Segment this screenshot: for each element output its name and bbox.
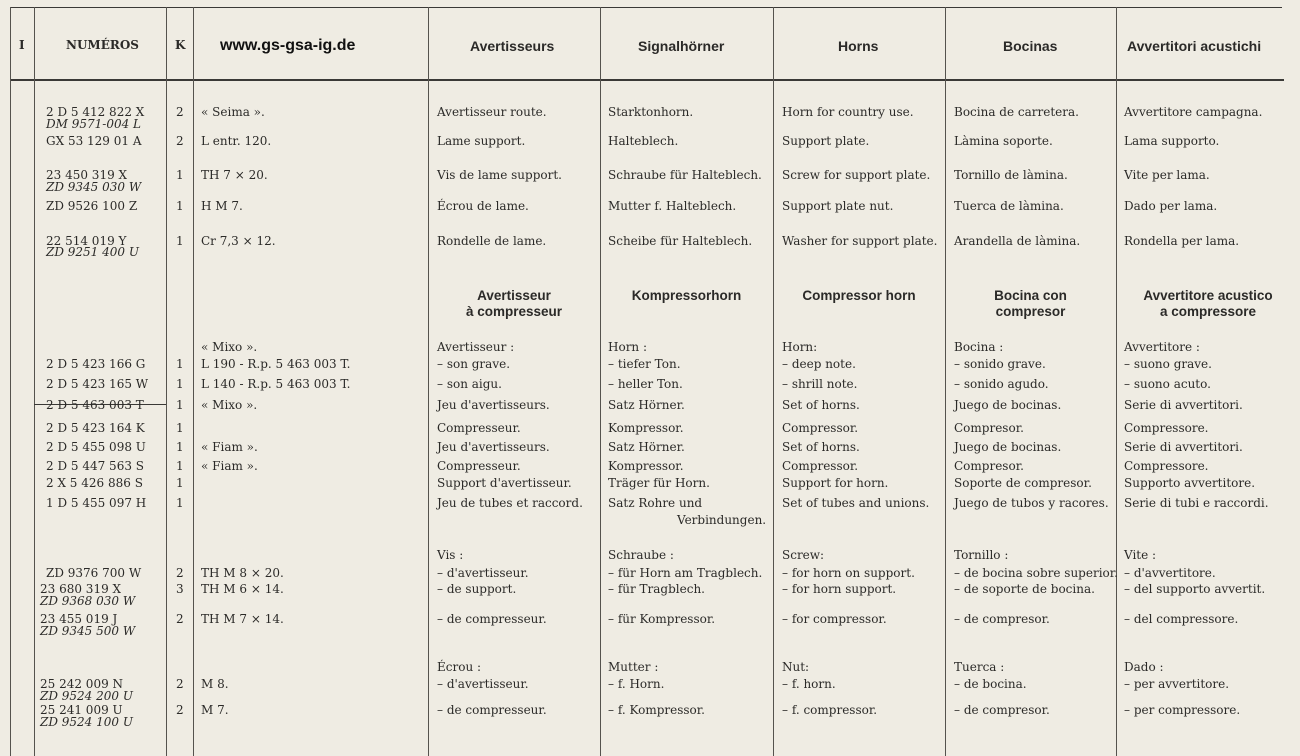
designation-german: Satz Rohre und xyxy=(608,496,703,510)
specification: « Fiam ». xyxy=(201,459,258,473)
designation-spanish: Juego de bocinas. xyxy=(954,440,1062,454)
designation-french: Vis : xyxy=(437,548,464,562)
column-divider xyxy=(428,7,429,756)
part-number: 1 D 5 455 097 H xyxy=(46,496,147,510)
designation-english: – for horn on support. xyxy=(782,566,915,580)
subheading-line: Avertisseur xyxy=(477,288,551,303)
quantity: 1 xyxy=(176,199,184,213)
quantity: 2 xyxy=(176,105,184,119)
designation-italian: – del compressore. xyxy=(1124,612,1239,626)
designation-german: – tiefer Ton. xyxy=(608,357,681,371)
subheading-line: a compressore xyxy=(1159,304,1257,319)
alternate-part-number: DM 9571-004 L xyxy=(46,117,142,131)
specification: TH M 8 × 20. xyxy=(201,566,284,580)
alternate-part-number: ZD 9251 400 U xyxy=(46,245,139,259)
designation-spanish: Soporte de compresor. xyxy=(954,476,1092,490)
specification: « Seima ». xyxy=(201,105,265,119)
designation-italian: – suono acuto. xyxy=(1124,377,1211,391)
designation-spanish: Tuerca : xyxy=(954,660,1005,674)
designation-italian: Vite per lama. xyxy=(1124,168,1210,182)
part-number: 2 D 5 412 822 X xyxy=(46,105,145,119)
designation-german: Träger für Horn. xyxy=(608,476,710,490)
designation-italian: Compressore. xyxy=(1124,421,1209,435)
designation-english: Nut: xyxy=(782,660,810,674)
designation-french: Jeu d'avertisseurs. xyxy=(437,440,550,454)
designation-french: Écrou : xyxy=(437,660,482,674)
column-divider xyxy=(600,7,601,756)
header-english: Horns xyxy=(838,38,879,54)
designation-spanish: Juego de tubos y racores. xyxy=(954,496,1109,510)
part-number: 2 D 5 463 003 T xyxy=(46,398,144,412)
designation-english: – f. compressor. xyxy=(782,703,878,717)
column-divider xyxy=(945,7,946,756)
quantity: 1 xyxy=(176,421,184,435)
part-number: 22 514 019 Y xyxy=(46,234,127,248)
subheading-french xyxy=(428,288,600,320)
designation-spanish: – sonido grave. xyxy=(954,357,1046,371)
designation-french: Jeu d'avertisseurs. xyxy=(437,398,550,412)
designation-french: Avertisseur route. xyxy=(437,105,547,119)
part-number: 2 D 5 455 098 U xyxy=(46,440,146,454)
designation-german: Halteblech. xyxy=(608,134,679,148)
subheading-italian xyxy=(1116,288,1300,320)
subheading-line: compresor xyxy=(995,304,1066,319)
part-number: 25 242 009 N xyxy=(40,677,124,691)
alternate-part-number: ZD 9524 200 U xyxy=(40,689,133,703)
subheading-spanish xyxy=(945,288,1116,320)
designation-french: Compresseur. xyxy=(437,421,521,435)
designation-spanish: – de compresor. xyxy=(954,612,1050,626)
part-number: 23 680 319 X xyxy=(40,582,122,596)
designation-italian: Dado : xyxy=(1124,660,1164,674)
specification: Cr 7,3 × 12. xyxy=(201,234,276,248)
part-number: 25 241 009 U xyxy=(40,703,123,717)
column-divider xyxy=(773,7,774,756)
top-border xyxy=(10,7,1282,8)
designation-spanish: – de bocina. xyxy=(954,677,1027,691)
designation-english: Horn: xyxy=(782,340,818,354)
designation-spanish: Tornillo : xyxy=(954,548,1009,562)
designation-english: – deep note. xyxy=(782,357,856,371)
designation-italian: – per compressore. xyxy=(1124,703,1241,717)
header-german: Signalhörner xyxy=(638,38,725,54)
designation-spanish: Compresor. xyxy=(954,459,1024,473)
part-number: 2 D 5 423 165 W xyxy=(46,377,149,391)
designation-french: – de support. xyxy=(437,582,517,596)
designation-spanish: Tornillo de làmina. xyxy=(954,168,1068,182)
part-number: 2 D 5 423 164 K xyxy=(46,421,145,435)
designation-german: – für Horn am Tragblech. xyxy=(608,566,763,580)
quantity: 1 xyxy=(176,496,184,510)
specification: M 8. xyxy=(201,677,229,691)
designation-french: – d'avertisseur. xyxy=(437,566,529,580)
header-italian: Avvertitori acustichi xyxy=(1127,38,1262,54)
designation-english: Screw for support plate. xyxy=(782,168,931,182)
designation-german: – für Tragblech. xyxy=(608,582,705,596)
specification: H M 7. xyxy=(201,199,243,213)
designation-english: Set of horns. xyxy=(782,398,860,412)
part-number: 23 455 019 J xyxy=(40,612,118,626)
designation-spanish: Juego de bocinas. xyxy=(954,398,1062,412)
designation-french: Écrou de lame. xyxy=(437,199,529,213)
designation-french: Compresseur. xyxy=(437,459,521,473)
designation-german: Satz Hörner. xyxy=(608,440,685,454)
designation-italian: Serie di avvertitori. xyxy=(1124,398,1243,412)
designation-italian: Supporto avvertitore. xyxy=(1124,476,1256,490)
subheading-line: Avvertitore acustico xyxy=(1143,288,1273,303)
website-label: www.gs-gsa-ig.de xyxy=(220,37,356,54)
designation-german: Mutter f. Halteblech. xyxy=(608,199,737,213)
designation-spanish: Compresor. xyxy=(954,421,1024,435)
subheading-english xyxy=(773,288,945,304)
designation-english: Set of tubes and unions. xyxy=(782,496,930,510)
specification: « Mixo ». xyxy=(201,398,258,412)
designation-english: – shrill note. xyxy=(782,377,858,391)
column-divider xyxy=(166,7,167,756)
designation-french: – son aigu. xyxy=(437,377,502,391)
specification: « Mixo ». xyxy=(201,340,258,354)
designation-spanish: – de bocina sobre superior. xyxy=(954,566,1118,580)
designation-german: Kompressor. xyxy=(608,459,684,473)
quantity: 2 xyxy=(176,566,184,580)
quantity: 3 xyxy=(176,582,184,596)
quantity: 1 xyxy=(176,440,184,454)
designation-french: Avertisseur : xyxy=(437,340,515,354)
header-rule xyxy=(10,79,1284,81)
designation-spanish: – sonido agudo. xyxy=(954,377,1049,391)
column-divider xyxy=(1116,7,1117,756)
designation-english: Support for horn. xyxy=(782,476,889,490)
part-number: 2 D 5 423 166 G xyxy=(46,357,146,371)
designation-french: Lame support. xyxy=(437,134,526,148)
specification: M 7. xyxy=(201,703,229,717)
header-spanish: Bocinas xyxy=(1003,38,1058,54)
subheading-line: à compresseur xyxy=(465,304,563,319)
designation-english: Screw: xyxy=(782,548,825,562)
quantity: 1 xyxy=(176,459,184,473)
header-numbers: NUMÉROS xyxy=(66,38,139,52)
designation-french: – son grave. xyxy=(437,357,511,371)
designation-french: Support d'avertisseur. xyxy=(437,476,572,490)
designation-italian: Serie di tubi e raccordi. xyxy=(1124,496,1269,510)
designation-german: Mutter : xyxy=(608,660,659,674)
alternate-part-number: ZD 9345 030 W xyxy=(46,180,142,194)
column-divider xyxy=(10,7,11,756)
designation-spanish: Arandella de làmina. xyxy=(954,234,1081,248)
quantity: 1 xyxy=(176,357,184,371)
designation-german: Starktonhorn. xyxy=(608,105,694,119)
quantity: 1 xyxy=(176,377,184,391)
designation-german: Horn : xyxy=(608,340,648,354)
alternate-part-number: ZD 9368 030 W xyxy=(40,594,136,608)
designation-french: Vis de lame support. xyxy=(437,168,562,182)
designation-italian: Serie di avvertitori. xyxy=(1124,440,1243,454)
specification: L 190 - R.p. 5 463 003 T. xyxy=(201,357,351,371)
designation-italian: Lama supporto. xyxy=(1124,134,1220,148)
designation-english: Set of horns. xyxy=(782,440,860,454)
designation-german: Schraube : xyxy=(608,548,674,562)
subheading-line: Bocina con xyxy=(994,288,1067,303)
quantity: 1 xyxy=(176,234,184,248)
specification: « Fiam ». xyxy=(201,440,258,454)
designation-german: Satz Hörner. xyxy=(608,398,685,412)
specification: TH 7 × 20. xyxy=(201,168,268,182)
column-divider xyxy=(193,7,194,756)
designation-french: – de compresseur. xyxy=(437,703,547,717)
designation-english: – for horn support. xyxy=(782,582,897,596)
part-number: 23 450 319 X xyxy=(46,168,128,182)
column-divider xyxy=(34,7,35,756)
designation-french: Rondelle de lame. xyxy=(437,234,547,248)
designation-italian: Vite : xyxy=(1124,548,1157,562)
designation-german: Verbindungen. xyxy=(677,513,767,527)
designation-spanish: – de compresor. xyxy=(954,703,1050,717)
quantity: 2 xyxy=(176,612,184,626)
designation-spanish: Làmina soporte. xyxy=(954,134,1053,148)
header-index: I xyxy=(19,38,25,52)
quantity: 2 xyxy=(176,703,184,717)
designation-french: Jeu de tubes et raccord. xyxy=(437,496,583,510)
designation-spanish: Bocina : xyxy=(954,340,1004,354)
designation-german: – f. Kompressor. xyxy=(608,703,705,717)
alternate-part-number: ZD 9524 100 U xyxy=(40,715,133,729)
designation-italian: – per avvertitore. xyxy=(1124,677,1230,691)
designation-german: Scheibe für Halteblech. xyxy=(608,234,753,248)
designation-italian: Rondella per lama. xyxy=(1124,234,1240,248)
designation-spanish: Bocina de carretera. xyxy=(954,105,1079,119)
designation-german: Kompressor. xyxy=(608,421,684,435)
designation-english: – f. horn. xyxy=(782,677,836,691)
alternate-part-number: ZD 9345 500 W xyxy=(40,624,136,638)
designation-german: – für Kompressor. xyxy=(608,612,716,626)
designation-italian: – d'avvertitore. xyxy=(1124,566,1216,580)
subheading-line: Kompressorhorn xyxy=(631,288,742,303)
quantity: 1 xyxy=(176,476,184,490)
designation-italian: – del supporto avvertit. xyxy=(1124,582,1266,596)
designation-english: – for compressor. xyxy=(782,612,887,626)
designation-italian: – suono grave. xyxy=(1124,357,1212,371)
quantity: 2 xyxy=(176,677,184,691)
subheading-line: Compressor horn xyxy=(802,288,916,303)
designation-german: – f. Horn. xyxy=(608,677,665,691)
part-number: 2 X 5 426 886 S xyxy=(46,476,143,490)
designation-italian: Avvertitore campagna. xyxy=(1124,105,1263,119)
specification: TH M 6 × 14. xyxy=(201,582,284,596)
designation-italian: Compressore. xyxy=(1124,459,1209,473)
designation-german: – heller Ton. xyxy=(608,377,683,391)
header-k: K xyxy=(175,38,186,52)
quantity: 1 xyxy=(176,398,184,412)
designation-french: – d'avertisseur. xyxy=(437,677,529,691)
designation-spanish: Tuerca de làmina. xyxy=(954,199,1064,213)
designation-english: Support plate nut. xyxy=(782,199,894,213)
designation-french: – de compresseur. xyxy=(437,612,547,626)
designation-spanish: – de soporte de bocina. xyxy=(954,582,1095,596)
part-number: GX 53 129 01 A xyxy=(46,134,142,148)
part-number: 2 D 5 447 563 S xyxy=(46,459,144,473)
quantity: 2 xyxy=(176,134,184,148)
part-number: ZD 9376 700 W xyxy=(46,566,142,580)
designation-english: Compressor. xyxy=(782,459,859,473)
quantity: 1 xyxy=(176,168,184,182)
designation-english: Washer for support plate. xyxy=(782,234,938,248)
header-french: Avertisseurs xyxy=(470,38,555,54)
subheading-german xyxy=(600,288,773,304)
designation-italian: Dado per lama. xyxy=(1124,199,1218,213)
specification: TH M 7 × 14. xyxy=(201,612,284,626)
designation-italian: Avvertitore : xyxy=(1124,340,1200,354)
designation-english: Horn for country use. xyxy=(782,105,914,119)
designation-english: Support plate. xyxy=(782,134,870,148)
specification: L entr. 120. xyxy=(201,134,272,148)
designation-english: Compressor. xyxy=(782,421,859,435)
designation-german: Schraube für Halteblech. xyxy=(608,168,762,182)
part-number: ZD 9526 100 Z xyxy=(46,199,138,213)
specification: L 140 - R.p. 5 463 003 T. xyxy=(201,377,351,391)
